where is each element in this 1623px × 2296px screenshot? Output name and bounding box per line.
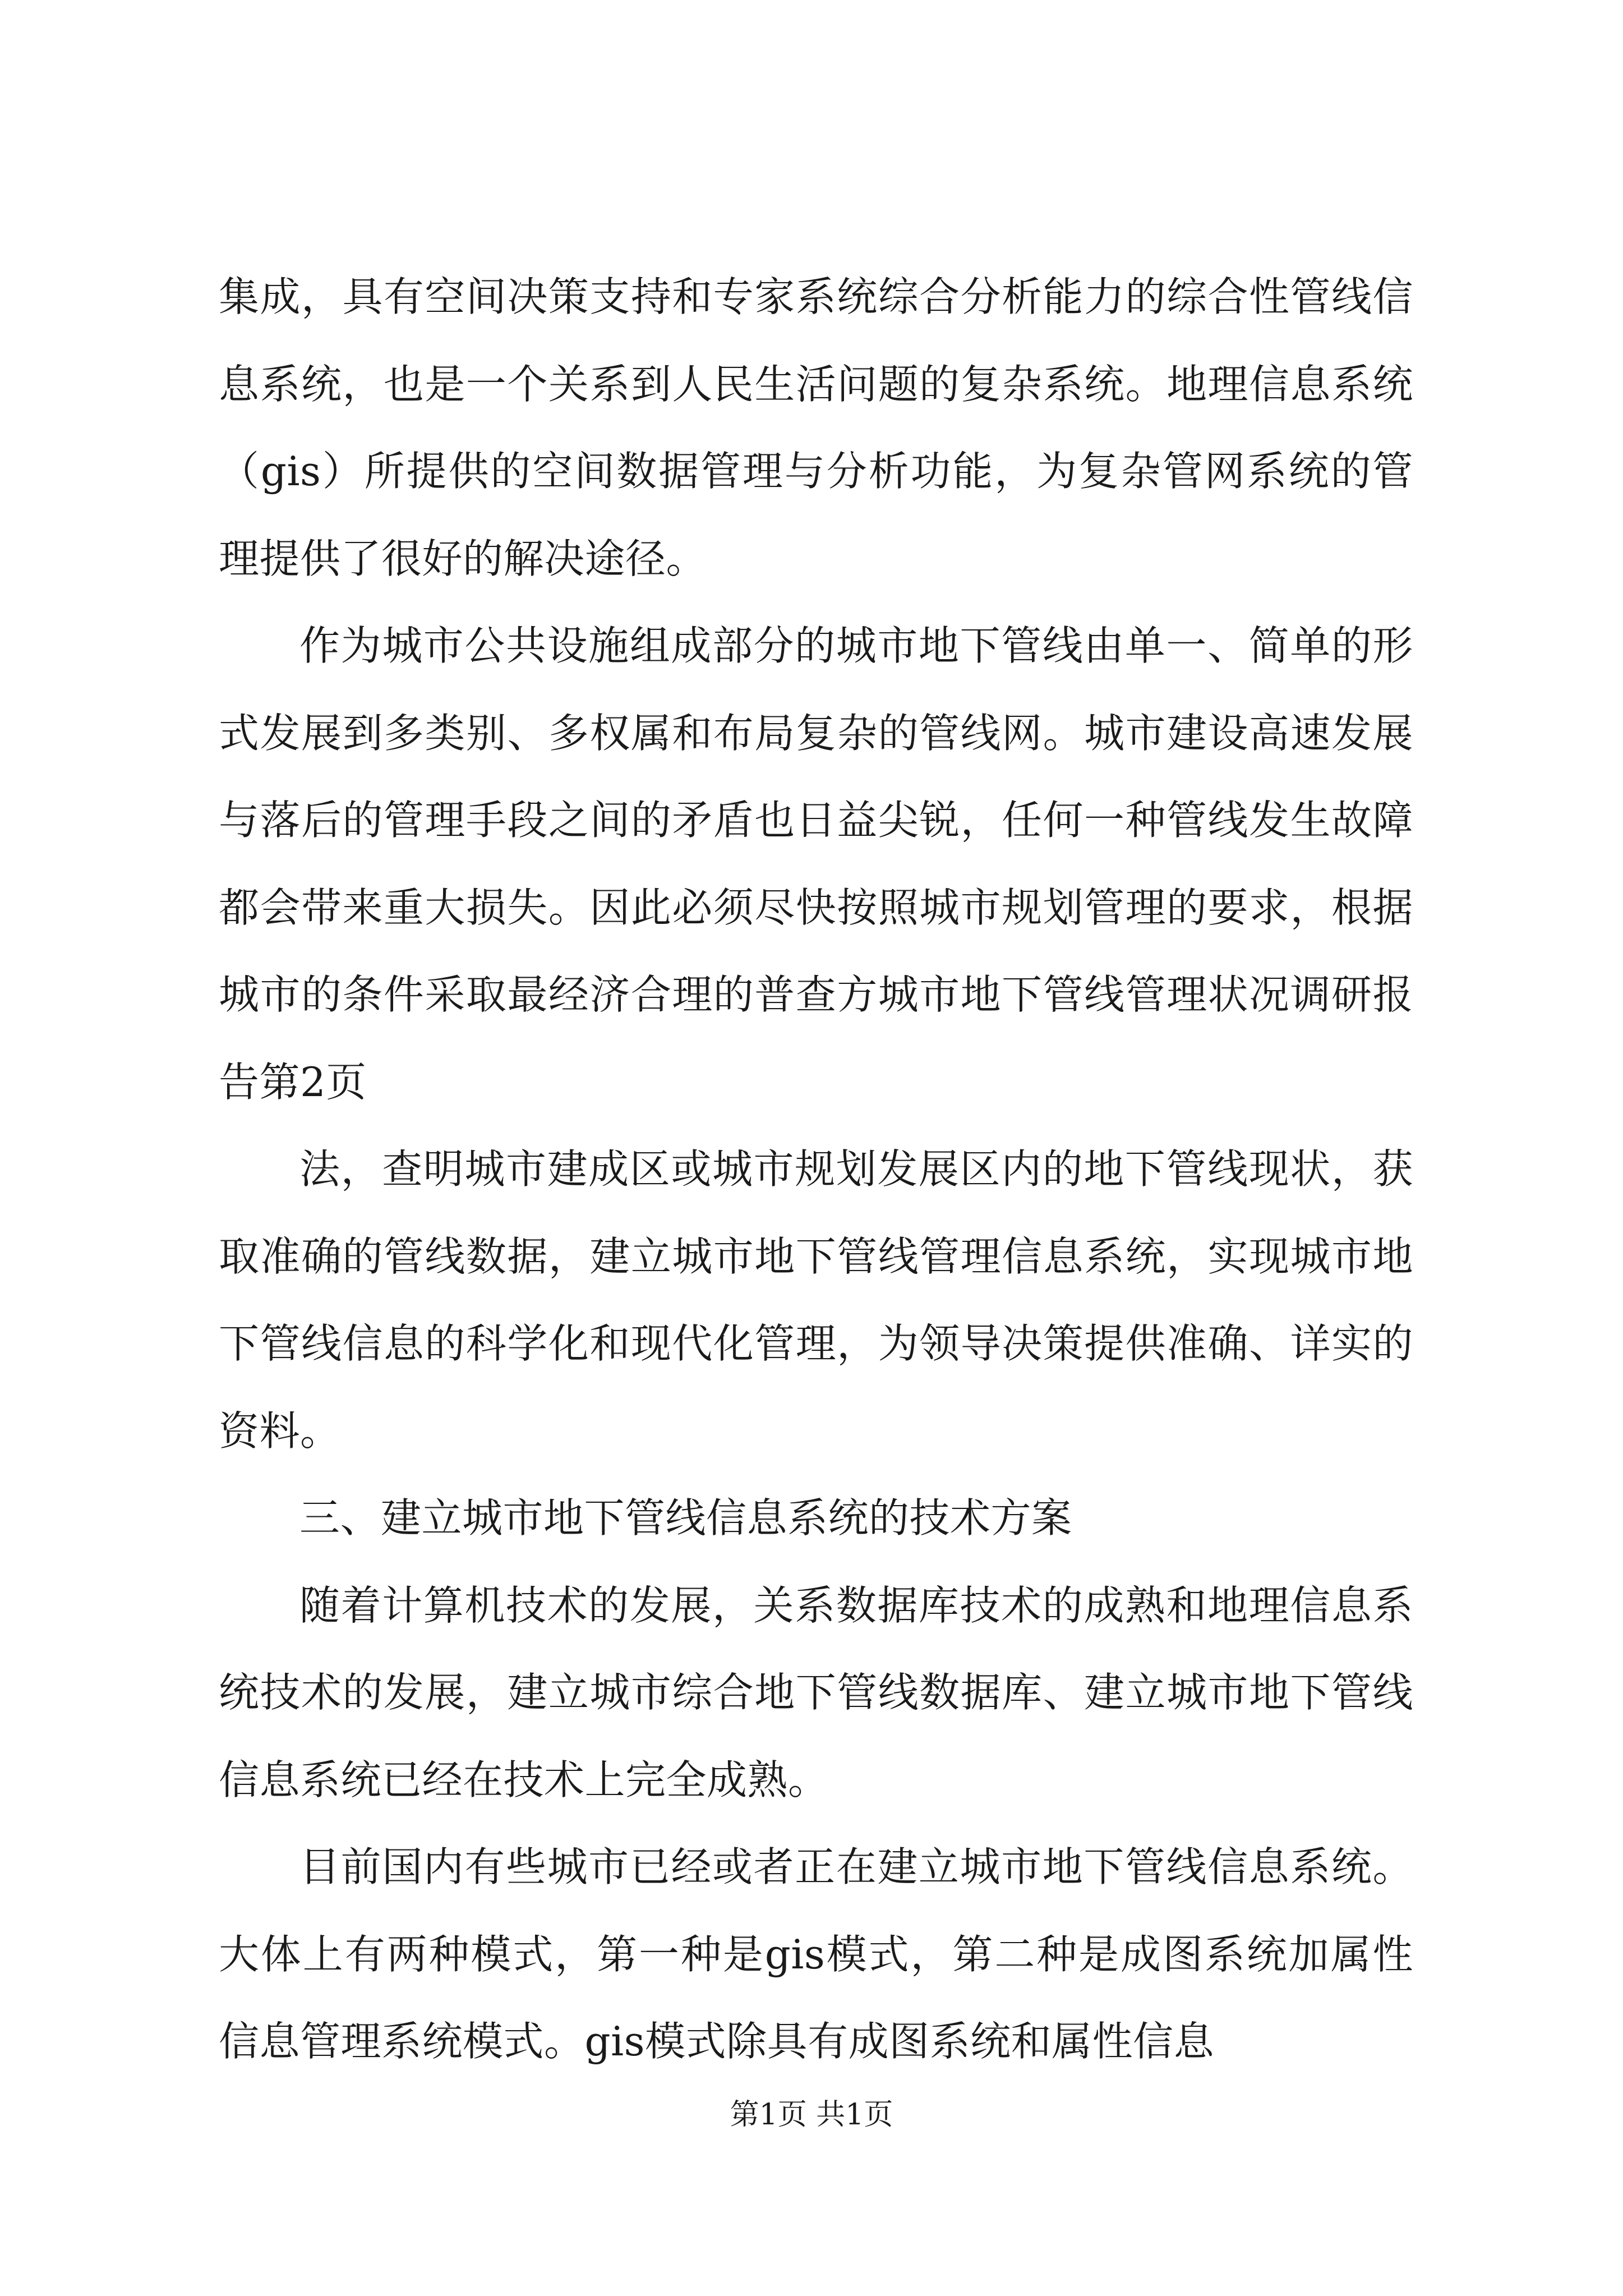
paragraph-1: 集成，具有空间决策支持和专家系统综合分析能力的综合性管线信息系统，也是一个关系到人民生活问题的复杂系统。地理信息系统（gis）所提供的空间数据管理与分析功能，为复杂管网系统的管理提供了很好的解决途径。 — [219, 273, 1413, 582]
paragraph-5: 目前国内有些城市已经或者正在建立城市地下管线信息系统。大体上有两种模式，第一种是gis模式，第二种是成图系统加属性信息管理系统模式。gis模式除具有成图系统和属性信息 — [219, 1843, 1413, 2065]
paragraph-4: 随着计算机技术的发展，关系数据库技术的成熟和地理信息系统技术的发展，建立城市综合地下管线数据库、建立城市地下管线信息系统已经在技术上完全成熟。 — [219, 1581, 1413, 1803]
document-body — [219, 254, 1413, 2086]
page-footer: 第1页 共1页 — [730, 2098, 893, 2132]
section-heading: 三、建立城市地下管线信息系统的技术方案 — [299, 1494, 1072, 1542]
paragraph-2: 作为城市公共设施组成部分的城市地下管线由单一、简单的形式发展到多类别、多权属和布局复杂的管线网。城市建设高速发展与落后的管理手段之间的矛盾也日益尖锐，任何一种管线发生故障都会带来重大损失。因此必须尽快按照城市规划管理的要求，根据城市的条件采取最经济合理的普查方城市地下管线管理状况调研报告第2页 — [219, 622, 1413, 1106]
paragraph-3: 法，查明城市建成区或城市规划发展区内的地下管线现状，获取准确的管线数据，建立城市地下管线管理信息系统，实现城市地下管线信息的科学化和现代化管理，为领导决策提供准确、详实的资料。 — [219, 1145, 1413, 1455]
